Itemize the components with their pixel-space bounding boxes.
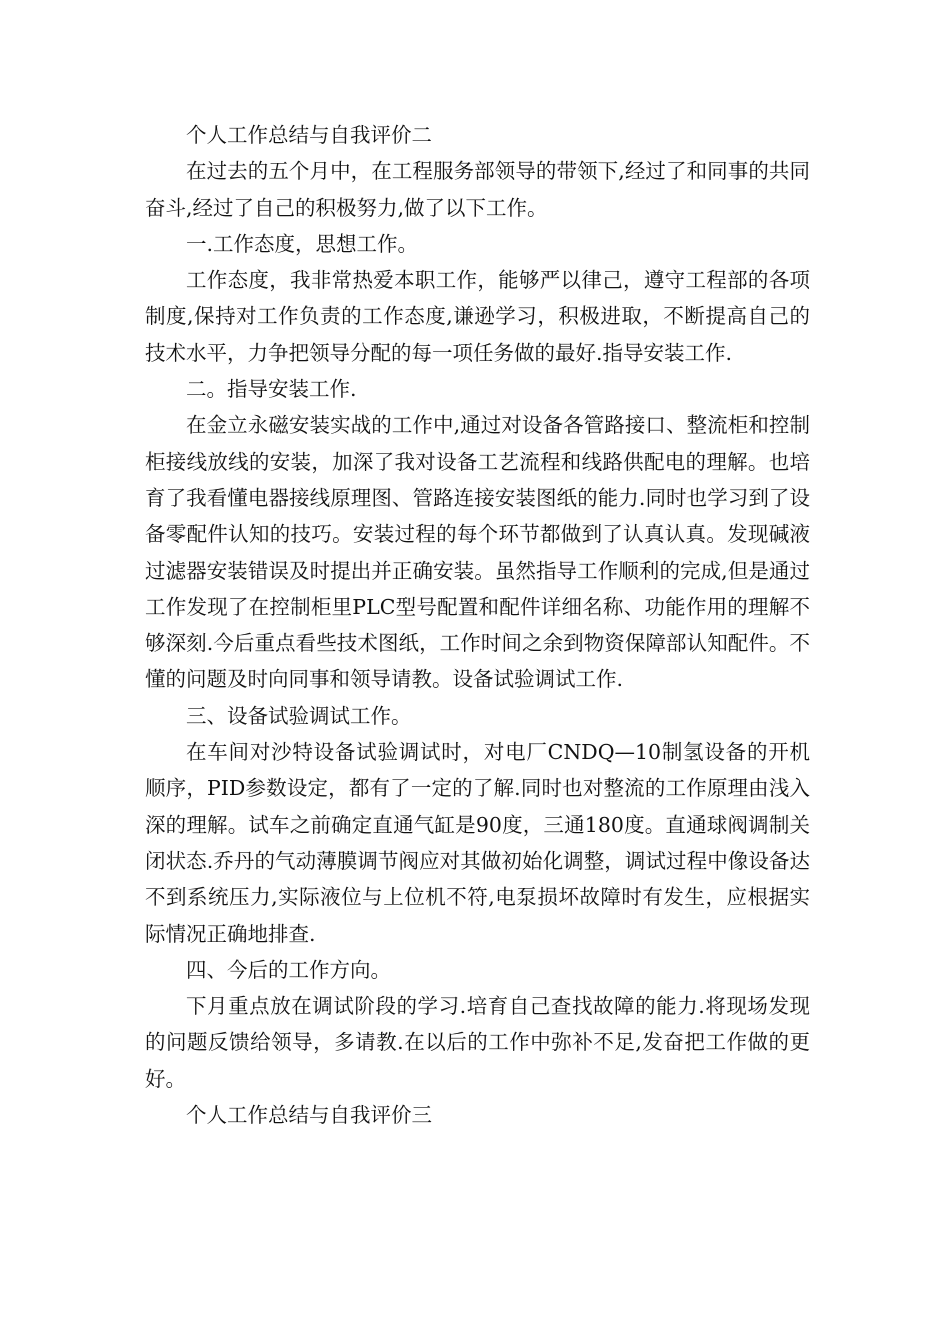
next-section-title: 个人工作总结与自我评价三 [186, 1103, 432, 1128]
document-body [145, 117, 810, 1133]
installation-paragraph: 在金立永磁安装实战的工作中,通过对设备各管路接口、整流柜和控制柜接线放线的安装，加深了我对设备工艺流程和线路供配电的理解。也培育了我看懂电器接线原理图、管路连接安装图纸的能力.同时也学习到了设备零配件认知的技巧。安装过程的每个环节都做到了认真认真。发现碱液过滤器安装错误及时提出并正确安装。虽然指导工作顺利的完成,但是通过工作发现了在控制柜里PLC型号配置和配件详细名称、功能作用的理解不够深刻.今后重点看些技术图纸，工作时间之余到物资保障部认知配件。不懂的问题及时向同事和领导请教。设备试验调试工作. [145, 413, 810, 692]
intro-paragraph: 在过去的五个月中，在工程服务部领导的带领下,经过了和同事的共同奋斗,经过了自己的积极努力,做了以下工作。 [145, 159, 810, 220]
heading-testing: 三、设备试验调试工作。 [186, 703, 412, 728]
heading-future-direction: 四、今后的工作方向。 [186, 957, 391, 982]
heading-work-attitude: 一.工作态度，思想工作。 [186, 231, 419, 256]
future-direction-paragraph: 下月重点放在调试阶段的学习.培育自己查找故障的能力.将现场发现的问题反馈给领导，多请教.在以后的工作中弥补不足,发奋把工作做的更好。 [145, 994, 810, 1091]
work-attitude-paragraph: 工作态度，我非常热爱本职工作，能够严以律己，遵守工程部的各项制度,保持对工作负责的工作态度,谦逊学习，积极进取，不断提高自己的技术水平，力争把领导分配的每一项任务做的最好.指导安装工作. [145, 268, 810, 365]
testing-paragraph: 在车间对沙特设备试验调试时，对电厂CNDQ—10制氢设备的开机顺序，PID参数设定，都有了一定的了解.同时也对整流的工作原理由浅入深的理解。试车之前确定直通气缸是90度，三通180度。直通球阀调制关闭状态.乔丹的气动薄膜调节阀应对其做初始化调整，调试过程中像设备达不到系统压力,实际液位与上位机不符,电泵损坏故障时有发生，应根据实际情况正确地排查. [145, 740, 810, 946]
section-title: 个人工作总结与自我评价二 [186, 123, 432, 147]
heading-installation: 二。指导安装工作. [186, 377, 357, 402]
